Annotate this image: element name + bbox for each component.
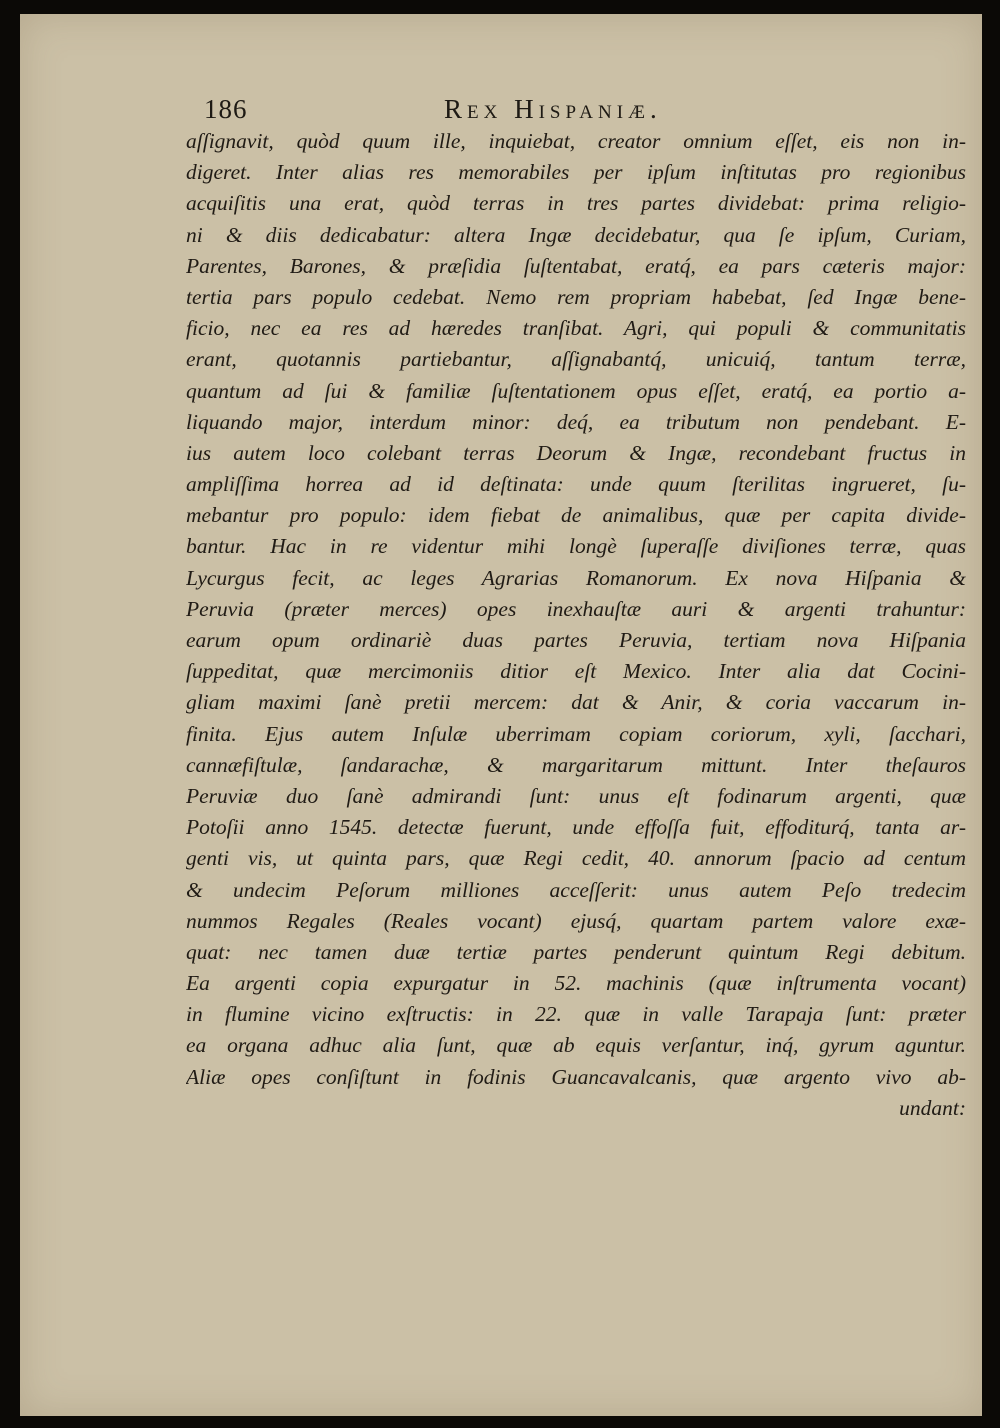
text-line: Lycurgus fecit, ac leges Agrarias Romanorum. Ex nova Hiſpania & <box>186 565 966 590</box>
text-line: quat: nec tamen duæ tertiæ partes penderunt quintum Regi debitum. <box>186 939 966 964</box>
text-line: in flumine vicino exſtructis: in 22. quæ in valle Tarapaja ſunt: præter <box>186 1002 966 1027</box>
page-number: 186 <box>204 94 248 124</box>
text-line: genti vis, ut quinta pars, quæ Regi cedit, 40. annorum ſpacio ad centum <box>186 846 966 871</box>
body-text <box>186 126 966 1124</box>
catchword: undant: <box>899 1095 966 1120</box>
text-line: digeret. Inter alias res memorabiles per ipſum inſtitutas pro regionibus <box>186 160 966 185</box>
text-line: erant, quotannis partiebantur, aſſignabantq́, unicuiq́, tantum terræ, <box>186 347 966 372</box>
text-line: cannæfiſtulæ, ſandarachæ, & margaritarum mittunt. Inter theſauros <box>186 752 966 777</box>
text-line: ius autem loco colebant terras Deorum & Ingæ, recondebant fructus in <box>186 440 966 465</box>
text-line: & undecim Peſorum milliones acceſſerit: unus autem Peſo tredecim <box>186 877 966 902</box>
text-line: Potoſii anno 1545. detectæ fuerunt, unde effoſſa fuit, effoditurq́, tanta ar- <box>186 815 966 840</box>
text-line: bantur. Hac in re videntur mihi longè ſuperaſſe diviſiones terræ, quas <box>186 534 966 559</box>
text-line: Parentes, Barones, & præſidia ſuſtentabat, eratq́, ea pars cæteris major: <box>186 253 966 278</box>
text-line: ea organa adhuc alia ſunt, quæ ab equis verſantur, inq́, gyrum aguntur. <box>186 1033 966 1058</box>
text-line: Aliæ opes conſiſtunt in fodinis Guancavalcanis, quæ argento vivo ab- <box>186 1064 966 1089</box>
text-line: earum opum ordinariè duas partes Peruvia, tertiam nova Hiſpania <box>186 628 966 652</box>
text-line: ficio, nec ea res ad hæredes tranſibat. Agri, qui populi & communitatis <box>186 316 966 341</box>
text-line: quantum ad ſui & familiæ ſuſtentationem opus eſſet, eratq́, ea portio a- <box>186 378 966 403</box>
running-head: Rex Hispaniæ. <box>444 94 662 124</box>
text-line: Ea argenti copia expurgatur in 52. machinis (quæ inſtrumenta vocant) <box>186 971 966 996</box>
text-line: mebantur pro populo: idem fiebat de animalibus, quæ per capita divide- <box>186 503 966 528</box>
text-line: Peruvia (præter merces) opes inexhauſtæ auri & argenti trahuntur: <box>186 596 966 621</box>
text-line: ampliſſima horrea ad id deſtinata: unde quum ſterilitas ingrueret, ſu- <box>186 472 966 497</box>
text-line: ſuppeditat, quæ mercimoniis ditior eſt Mexico. Inter alia dat Cocini- <box>186 659 966 684</box>
text-line: Peruviæ duo ſanè admirandi ſunt: unus eſt fodinarum argenti, quæ <box>186 783 966 808</box>
text-line: ni & diis dedicabatur: altera Ingæ decidebatur, qua ſe ipſum, Curiam, <box>186 222 966 247</box>
text-line: tertia pars populo cedebat. Nemo rem propriam habebat, ſed Ingæ bene- <box>186 284 966 309</box>
text-line: aſſignavit, quòd quum ille, inquiebat, creator omnium eſſet, eis non in- <box>186 129 966 153</box>
text-line: gliam maximi ſanè pretii mercem: dat & Anir, & coria vaccarum in- <box>186 690 966 715</box>
text-line: finita. Ejus autem Inſulæ uberrimam copiam coriorum, xyli, ſacchari, <box>186 721 966 746</box>
text-line: acquiſitis una erat, quòd terras in tres partes dividebat: prima religio- <box>186 191 966 216</box>
text-line: nummos Regales (Reales vocant) ejusq́, quartam partem valore exæ- <box>186 908 966 933</box>
text-line: liquando major, interdum minor: deq́, ea tributum non pendebant. E- <box>186 409 966 434</box>
